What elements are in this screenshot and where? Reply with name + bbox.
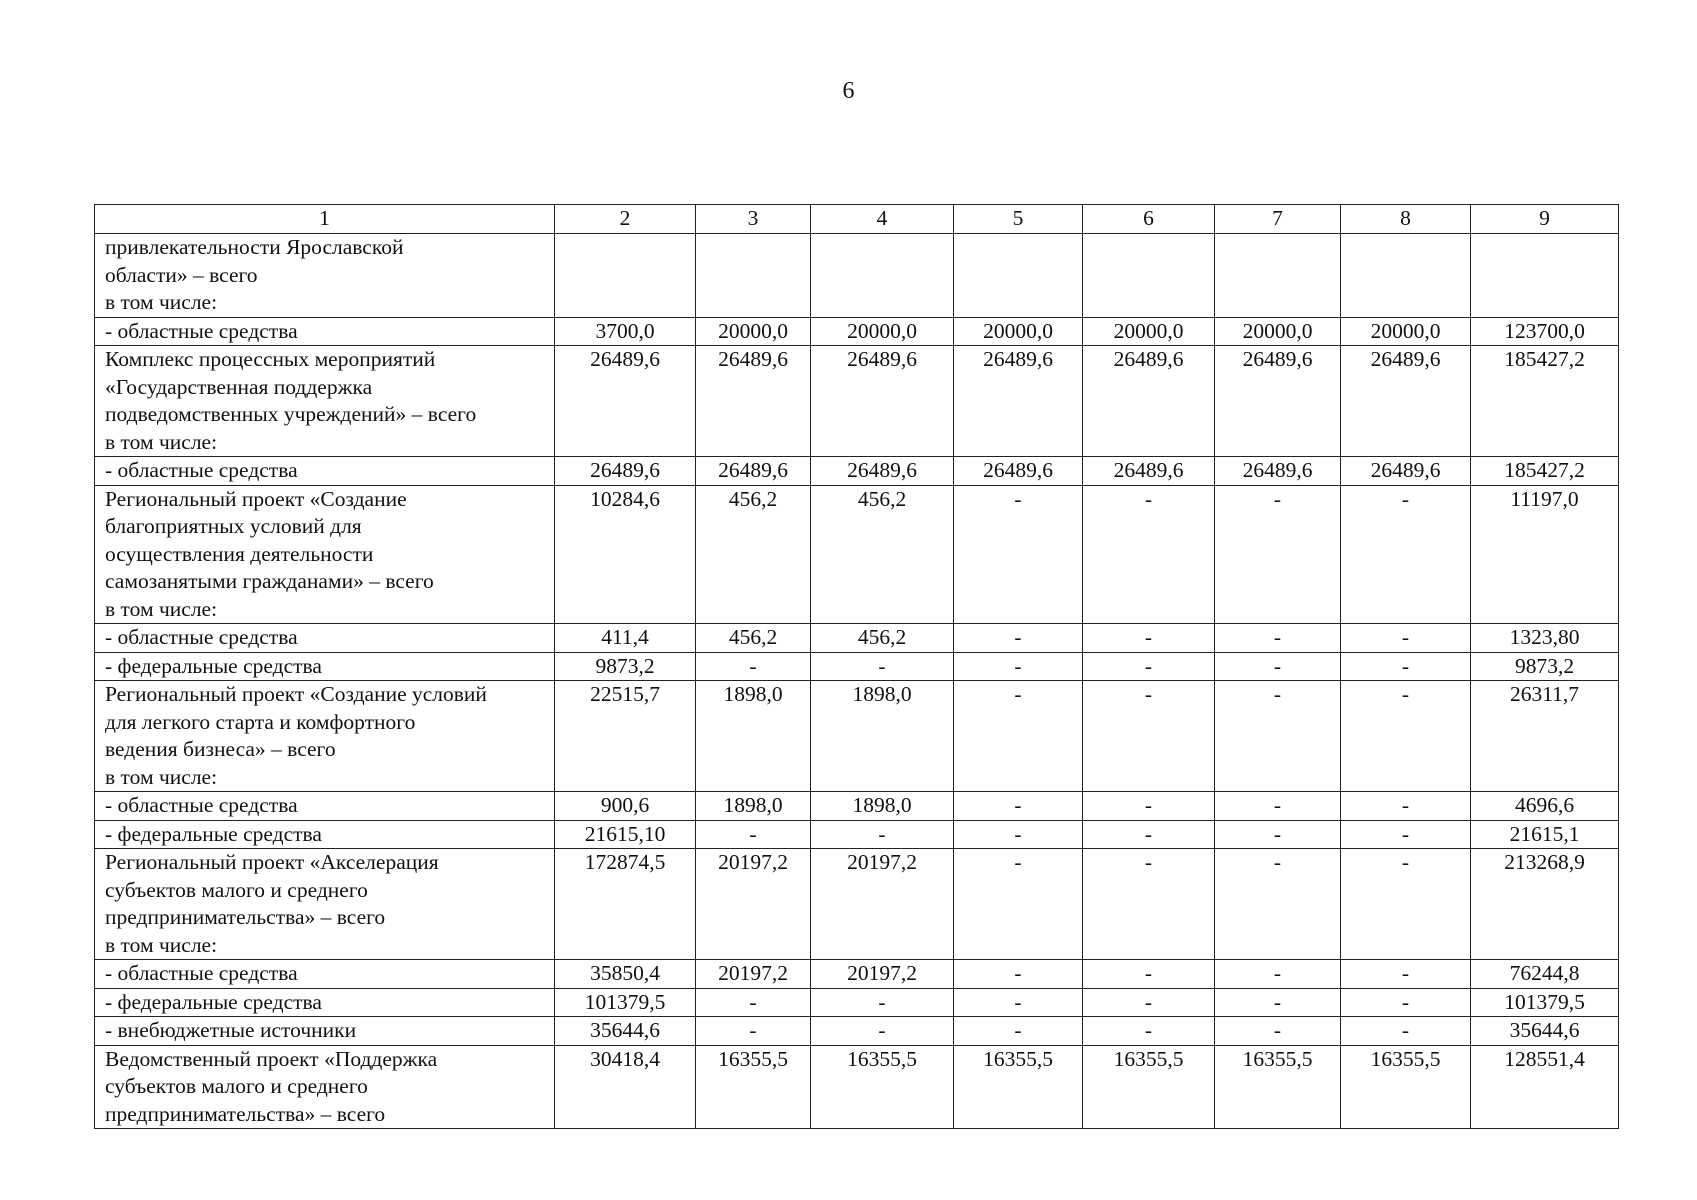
row-label-line: Региональный проект «Акселерация [105, 850, 439, 874]
value-cell: - [1083, 820, 1215, 849]
value-cell: - [1215, 681, 1341, 792]
row-label-line: - областные средства [105, 625, 298, 649]
row-label-line: Ведомственный проект «Поддержка [105, 1046, 438, 1071]
value-cell: - [1083, 792, 1215, 821]
row-label [95, 960, 555, 989]
value-cell: 76244,8 [1471, 960, 1619, 989]
table-row [95, 457, 1619, 486]
value-cell: - [696, 1017, 811, 1046]
row-label-line: Региональный проект «Создание [105, 486, 407, 511]
row-label-line: предпринимательства» – всего [105, 905, 386, 929]
value-cell: 16355,5 [1341, 1045, 1471, 1129]
value-cell: - [954, 681, 1083, 792]
column-header: 3 [696, 205, 811, 234]
value-cell: - [954, 624, 1083, 653]
value-cell: 3700,0 [555, 317, 696, 346]
table-row [95, 820, 1619, 849]
row-label-line: в том числе: [105, 290, 218, 314]
value-cell: 26489,6 [1341, 346, 1471, 457]
row-label-line: - федеральные средства [105, 821, 322, 846]
value-cell: 16355,5 [954, 1045, 1083, 1129]
column-header: 5 [954, 205, 1083, 234]
column-header: 2 [555, 205, 696, 234]
value-cell: 123700,0 [1471, 317, 1619, 346]
value-cell [1471, 234, 1619, 318]
row-label [95, 234, 555, 318]
row-label-line: Региональный проект «Создание условий [105, 682, 487, 706]
column-header: 6 [1083, 205, 1215, 234]
value-cell: 1898,0 [696, 792, 811, 821]
value-cell: 20000,0 [1341, 317, 1471, 346]
value-cell: - [954, 792, 1083, 821]
value-cell: - [1083, 988, 1215, 1017]
row-label-line: - федеральные средства [105, 653, 322, 678]
row-label-line: субъектов малого и среднего [105, 1074, 368, 1098]
value-cell: 20197,2 [811, 960, 954, 989]
value-cell: 20197,2 [811, 849, 954, 960]
value-cell: 172874,5 [555, 849, 696, 960]
value-cell: 9873,2 [555, 652, 696, 681]
value-cell: 26489,6 [1083, 346, 1215, 457]
value-cell: 20000,0 [1215, 317, 1341, 346]
value-cell: 9873,2 [1471, 652, 1619, 681]
value-cell: - [954, 960, 1083, 989]
value-cell: - [1083, 652, 1215, 681]
value-cell: - [1083, 681, 1215, 792]
value-cell: - [1083, 849, 1215, 960]
value-cell [811, 234, 954, 318]
value-cell: - [1341, 652, 1471, 681]
row-label [95, 624, 555, 653]
value-cell: 35644,6 [1471, 1017, 1619, 1046]
value-cell: 1898,0 [696, 681, 811, 792]
value-cell: 1323,80 [1471, 624, 1619, 653]
value-cell: 16355,5 [696, 1045, 811, 1129]
value-cell: - [1083, 624, 1215, 653]
value-cell: 185427,2 [1471, 457, 1619, 486]
value-cell: 26489,6 [811, 457, 954, 486]
row-label-line: - областные средства [105, 793, 298, 817]
value-cell: 35850,4 [555, 960, 696, 989]
row-label-line: в том числе: [105, 764, 218, 789]
row-label-line: - внебюджетные источники [105, 1018, 357, 1042]
table-row [95, 346, 1619, 457]
value-cell: - [1341, 1017, 1471, 1046]
row-label [95, 652, 555, 681]
value-cell: 21615,1 [1471, 820, 1619, 849]
row-label-line: - федеральные средства [105, 989, 322, 1014]
table-row [95, 792, 1619, 821]
row-label-line: - областные средства [105, 458, 298, 482]
value-cell: - [954, 988, 1083, 1017]
value-cell: - [1341, 960, 1471, 989]
value-cell: - [1215, 820, 1341, 849]
value-cell: 456,2 [696, 624, 811, 653]
row-label [95, 346, 555, 457]
value-cell: 456,2 [811, 485, 954, 624]
table-row [95, 960, 1619, 989]
row-label-line: благоприятных условий для [105, 514, 362, 538]
row-label-line: ведения бизнеса» – всего [105, 737, 336, 761]
value-cell: - [1341, 485, 1471, 624]
value-cell: - [954, 1017, 1083, 1046]
table-row [95, 1045, 1619, 1129]
row-label [95, 681, 555, 792]
value-cell: 411,4 [555, 624, 696, 653]
column-header: 9 [1471, 205, 1619, 234]
value-cell: 26489,6 [954, 346, 1083, 457]
column-header: 1 [95, 205, 555, 234]
value-cell: - [1341, 624, 1471, 653]
value-cell: - [954, 652, 1083, 681]
value-cell: - [1341, 849, 1471, 960]
table-row [95, 485, 1619, 624]
row-label-line: области» – всего [105, 262, 258, 287]
value-cell: 26489,6 [1215, 457, 1341, 486]
value-cell: - [954, 485, 1083, 624]
value-cell: 26489,6 [555, 346, 696, 457]
row-label-line: в том числе: [105, 429, 218, 454]
row-label-line: Комплекс процессных мероприятий [105, 347, 436, 371]
table-row [95, 317, 1619, 346]
value-cell [954, 234, 1083, 318]
row-label [95, 457, 555, 486]
table-row [95, 652, 1619, 681]
value-cell [696, 234, 811, 318]
value-cell: 20000,0 [1083, 317, 1215, 346]
value-cell: 16355,5 [811, 1045, 954, 1129]
value-cell: - [811, 988, 954, 1017]
value-cell: 4696,6 [1471, 792, 1619, 821]
value-cell: 26489,6 [696, 346, 811, 457]
value-cell: 128551,4 [1471, 1045, 1619, 1129]
value-cell: - [696, 988, 811, 1017]
column-header: 7 [1215, 205, 1341, 234]
row-label [95, 820, 555, 849]
value-cell: - [954, 820, 1083, 849]
value-cell: - [1341, 988, 1471, 1017]
value-cell: 101379,5 [555, 988, 696, 1017]
row-label-line: предпринимательства» – всего [105, 1101, 386, 1126]
row-label [95, 1045, 555, 1129]
row-label [95, 988, 555, 1017]
value-cell: - [954, 849, 1083, 960]
value-cell: - [696, 652, 811, 681]
value-cell: 20197,2 [696, 960, 811, 989]
value-cell: 26489,6 [555, 457, 696, 486]
value-cell: 26489,6 [1215, 346, 1341, 457]
value-cell: 456,2 [696, 485, 811, 624]
row-label-line: для легкого старта и комфортного [105, 709, 416, 734]
value-cell: 101379,5 [1471, 988, 1619, 1017]
row-label-line: в том числе: [105, 932, 218, 957]
row-label [95, 849, 555, 960]
value-cell: 16355,5 [1083, 1045, 1215, 1129]
value-cell: 26489,6 [811, 346, 954, 457]
row-label-line: осуществления деятельности [105, 541, 374, 566]
table-row [95, 988, 1619, 1017]
column-header: 8 [1341, 205, 1471, 234]
value-cell: - [811, 1017, 954, 1046]
table-body [95, 205, 1619, 1129]
value-cell: 20000,0 [954, 317, 1083, 346]
value-cell: 1898,0 [811, 792, 954, 821]
value-cell: - [1341, 681, 1471, 792]
value-cell: 11197,0 [1471, 485, 1619, 624]
value-cell: 16355,5 [1215, 1045, 1341, 1129]
table-row [95, 1017, 1619, 1046]
row-label-line: в том числе: [105, 596, 218, 621]
value-cell: - [1215, 1017, 1341, 1046]
row-label-line: субъектов малого и среднего [105, 877, 368, 902]
value-cell [1341, 234, 1471, 318]
value-cell: 21615,10 [555, 820, 696, 849]
value-cell: 30418,4 [555, 1045, 696, 1129]
value-cell: 20000,0 [811, 317, 954, 346]
value-cell [1215, 234, 1341, 318]
table-row [95, 234, 1619, 318]
value-cell [1083, 234, 1215, 318]
table-row [95, 849, 1619, 960]
value-cell: - [1215, 485, 1341, 624]
page-number: 6 [842, 78, 855, 104]
row-label [95, 1017, 555, 1046]
value-cell: - [811, 652, 954, 681]
value-cell: 20197,2 [696, 849, 811, 960]
row-label [95, 485, 555, 624]
value-cell: 26311,7 [1471, 681, 1619, 792]
value-cell: - [1215, 849, 1341, 960]
value-cell: - [1341, 792, 1471, 821]
row-label [95, 317, 555, 346]
row-label-line: самозанятыми гражданами» – всего [105, 569, 434, 593]
value-cell: 456,2 [811, 624, 954, 653]
value-cell: - [1083, 1017, 1215, 1046]
value-cell: - [1215, 960, 1341, 989]
value-cell: 26489,6 [954, 457, 1083, 486]
value-cell: 1898,0 [811, 681, 954, 792]
value-cell: - [1215, 652, 1341, 681]
row-label-line: подведомственных учреждений» – всего [105, 402, 477, 426]
row-label [95, 792, 555, 821]
table-row [95, 624, 1619, 653]
value-cell: - [1215, 988, 1341, 1017]
row-label-line: - областные средства [105, 318, 298, 343]
value-cell: - [696, 820, 811, 849]
value-cell: - [1215, 792, 1341, 821]
value-cell: 900,6 [555, 792, 696, 821]
row-label-line: «Государственная поддержка [105, 374, 373, 399]
funding-table [94, 204, 1619, 1129]
row-label-line: привлекательности Ярославской [105, 235, 404, 259]
value-cell: 213268,9 [1471, 849, 1619, 960]
value-cell: 26489,6 [1341, 457, 1471, 486]
column-header: 4 [811, 205, 954, 234]
table-header-row [95, 205, 1619, 234]
row-label-line: - областные средства [105, 961, 298, 985]
value-cell: - [1083, 960, 1215, 989]
value-cell: 185427,2 [1471, 346, 1619, 457]
value-cell: 26489,6 [1083, 457, 1215, 486]
value-cell: 20000,0 [696, 317, 811, 346]
value-cell: - [811, 820, 954, 849]
value-cell: - [1083, 485, 1215, 624]
value-cell: 26489,6 [696, 457, 811, 486]
value-cell: 10284,6 [555, 485, 696, 624]
value-cell: - [1215, 624, 1341, 653]
value-cell [555, 234, 696, 318]
value-cell: 22515,7 [555, 681, 696, 792]
table-row [95, 681, 1619, 792]
value-cell: - [1341, 820, 1471, 849]
value-cell: 35644,6 [555, 1017, 696, 1046]
